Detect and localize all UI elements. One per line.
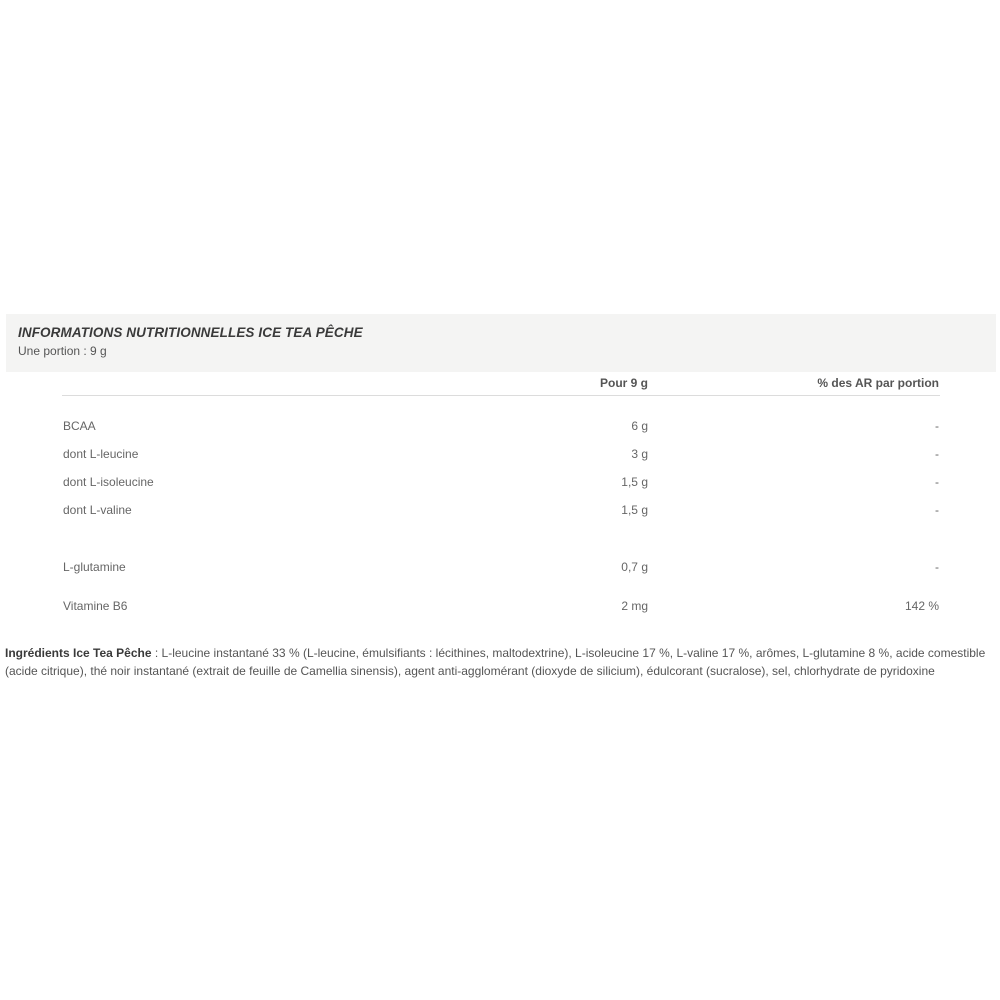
nutrient-ar: - [935,447,939,461]
nutrient-name: dont L-valine [63,503,132,517]
column-header-ar: % des AR par portion [817,376,939,390]
table-row-vitamin-b6 [62,599,940,617]
nutrient-ar: - [935,419,939,433]
nutrient-amount: 3 g [631,447,648,461]
column-header-amount: Pour 9 g [599,376,648,390]
nutrient-amount: 1,5 g [621,475,648,489]
nutrient-name: dont L-leucine [63,447,139,461]
table-row-isoleucine [62,475,940,493]
table-row-valine [62,503,940,521]
serving-size: Une portion : 9 g [18,344,107,358]
nutrient-amount: 0,7 g [621,560,648,574]
ingredients-text [5,645,997,691]
nutrient-ar: 142 % [904,599,939,613]
table-header [62,372,940,396]
table-row-bcaa [62,419,940,437]
nutrient-amount: 1,5 g [621,503,648,517]
ingredients-list: : L-leucine instantané 33 % (L-leucine, émulsifiants : lécithines, maltodextrine), L-isoleucine 17 %, L-valine 17 %, arômes, L-glutamine 8 %, acide comestible (acide citrique), thé noir instantané (extrait de feuille de Camellia sinensis), agent anti-agglomérant (dioxyde de silicium), édulcorant (sucralose), sel, chlorhydrate de pyridoxine [5,646,986,678]
ingredients-label: Ingrédients Ice Tea Pêche [5,646,152,660]
nutrient-name: dont L-isoleucine [63,475,154,489]
nutrition-header [6,314,996,372]
nutrition-table [62,372,940,613]
nutrient-amount: 2 mg [621,599,648,613]
nutrient-name: L-glutamine [63,560,126,574]
nutrition-title: INFORMATIONS NUTRITIONNELLES ICE TEA PÊCHE [18,325,363,340]
nutrient-ar: - [935,503,939,517]
nutrient-ar: - [935,560,939,574]
table-row-leucine [62,447,940,465]
nutrient-amount: 6 g [631,419,648,433]
nutrient-ar: - [935,475,939,489]
nutrient-name: Vitamine B6 [63,599,128,613]
nutrient-name: BCAA [63,419,96,433]
table-row-glutamine [62,560,940,578]
